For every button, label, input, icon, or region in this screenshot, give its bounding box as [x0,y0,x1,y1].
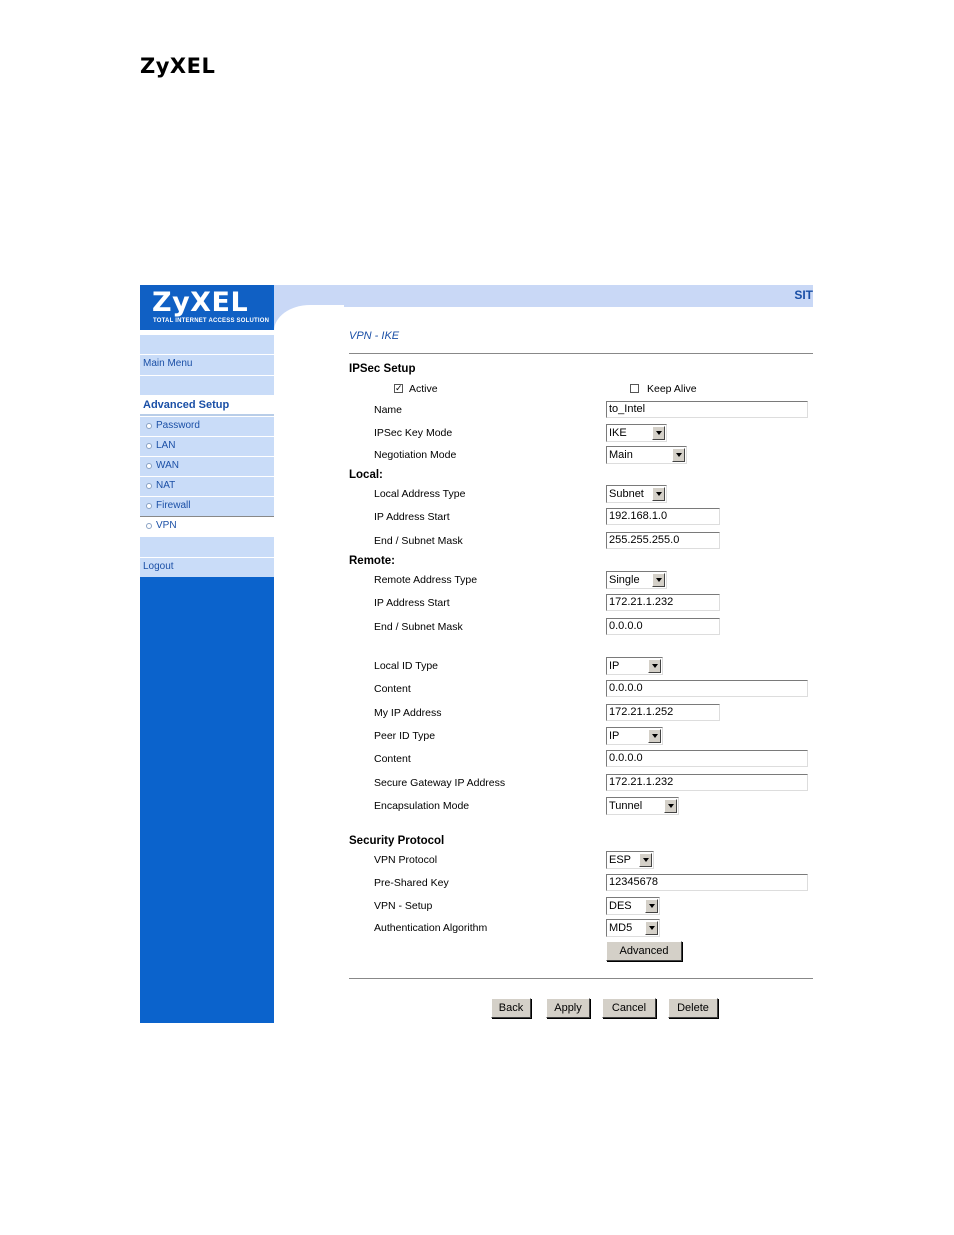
local-address-type-label: Local Address Type [374,488,466,500]
dropdown-arrow-icon[interactable] [652,573,665,587]
sidebar-item-password[interactable]: Password [140,416,274,436]
name-label: Name [374,404,403,416]
dropdown-arrow-icon[interactable] [645,899,658,913]
sidebar-item-main-menu[interactable] [140,354,274,375]
radio-bullet-icon [146,503,152,509]
dropdown-arrow-icon[interactable] [664,799,677,813]
dropdown-arrow-icon[interactable] [648,659,661,673]
banner-curve [274,305,344,345]
top-banner [274,285,813,307]
page-title: VPN - IKE [349,330,400,342]
secure-gateway-input[interactable]: 172.21.1.232 [606,774,808,791]
vpn-setup-select[interactable]: DES [606,897,660,915]
advanced-setup-heading: Advanced Setup [143,399,230,411]
local-id-type-label: Local ID Type [374,660,439,672]
local-id-type-select[interactable]: IP [606,657,663,675]
dropdown-arrow-icon[interactable] [639,853,652,867]
peer-content-input[interactable]: 0.0.0.0 [606,750,808,767]
key-mode-select[interactable]: IKE [606,424,667,442]
sidebar-item-lan[interactable]: LAN [140,436,274,456]
secure-gateway-label: Secure Gateway IP Address [374,777,506,789]
remote-end-mask-input[interactable]: 0.0.0.0 [606,618,720,635]
dropdown-arrow-icon[interactable] [648,729,661,743]
auth-algorithm-select[interactable]: MD5 [606,919,660,937]
local-end-mask-input[interactable]: 255.255.255.0 [606,532,720,549]
encapsulation-mode-select[interactable]: Tunnel [606,797,679,815]
sidebar-item-nat[interactable]: NAT [140,476,274,496]
local-ip-start-label: IP Address Start [374,511,450,523]
peer-id-type-label: Peer ID Type [374,730,436,742]
sidebar-item-logout[interactable] [140,557,274,577]
name-input[interactable]: to_Intel [606,401,808,418]
local-heading: Local: [349,469,383,481]
delete-button[interactable]: Delete [668,998,718,1018]
cancel-button[interactable]: Cancel [602,998,656,1018]
dropdown-arrow-icon[interactable] [652,487,665,501]
app-logo [140,285,272,331]
local-end-mask-label: End / Subnet Mask [374,535,463,547]
topbar-text: SIT [794,288,813,302]
keep-alive-checkbox[interactable] [630,384,639,393]
radio-bullet-icon [146,463,152,469]
auth-algorithm-label: Authentication Algorithm [374,922,488,934]
main-menu-link[interactable]: Main Menu [143,358,193,369]
remote-address-type-label: Remote Address Type [374,574,478,586]
pre-shared-key-input[interactable]: 12345678 [606,874,808,891]
sidebar-item-wan[interactable]: WAN [140,456,274,476]
active-label: Active [409,383,438,395]
radio-bullet-icon [146,423,152,429]
active-checkbox[interactable]: ✓ [395,383,403,393]
key-mode-label: IPSec Key Mode [374,427,453,439]
logout-link[interactable]: Logout [143,561,174,572]
logo-text: ZyXEL [152,287,249,318]
encapsulation-mode-label: Encapsulation Mode [374,800,470,812]
sidebar-item-firewall[interactable]: Firewall [140,496,274,516]
local-content-label: Content [374,683,411,695]
remote-address-type-select[interactable]: Single [606,571,667,589]
dropdown-arrow-icon[interactable] [672,448,685,462]
local-address-type-select[interactable]: Subnet [606,485,667,503]
ipsec-setup-heading: IPSec Setup [349,363,416,375]
sidebar [140,285,274,1023]
keep-alive-label: Keep Alive [647,383,697,395]
back-button[interactable]: Back [491,998,531,1018]
remote-end-mask-label: End / Subnet Mask [374,621,463,633]
my-ip-label: My IP Address [374,707,442,719]
peer-content-label: Content [374,753,411,765]
negotiation-mode-select[interactable]: Main [606,446,687,464]
logo-tagline: TOTAL INTERNET ACCESS SOLUTION [153,318,270,324]
document-brand-logo: ZyXEL [140,54,216,78]
vpn-protocol-label: VPN Protocol [374,854,438,866]
radio-bullet-icon [146,523,152,529]
vpn-setup-label: VPN - Setup [374,900,433,912]
local-ip-start-input[interactable]: 192.168.1.0 [606,508,720,525]
remote-heading: Remote: [349,555,396,567]
radio-bullet-icon [146,443,152,449]
sidebar-item-vpn[interactable]: VPN [140,516,274,536]
divider-top [349,353,813,354]
sidebar-section-advanced-setup [140,395,274,416]
peer-id-type-select[interactable]: IP [606,727,663,745]
local-content-input[interactable]: 0.0.0.0 [606,680,808,697]
remote-ip-start-label: IP Address Start [374,597,450,609]
remote-ip-start-input[interactable]: 172.21.1.232 [606,594,720,611]
advanced-button[interactable]: Advanced [606,941,682,961]
security-protocol-heading: Security Protocol [349,835,445,847]
my-ip-input[interactable]: 172.21.1.252 [606,704,720,721]
dropdown-arrow-icon[interactable] [652,426,665,440]
pre-shared-key-label: Pre-Shared Key [374,877,449,889]
divider-bottom [349,978,813,979]
radio-bullet-icon [146,483,152,489]
sidebar-spacer [140,334,274,354]
vpn-protocol-select[interactable]: ESP [606,851,654,869]
dropdown-arrow-icon[interactable] [645,921,658,935]
apply-button[interactable]: Apply [546,998,590,1018]
negotiation-mode-label: Negotiation Mode [374,449,457,461]
router-config-screenshot [140,285,813,1023]
